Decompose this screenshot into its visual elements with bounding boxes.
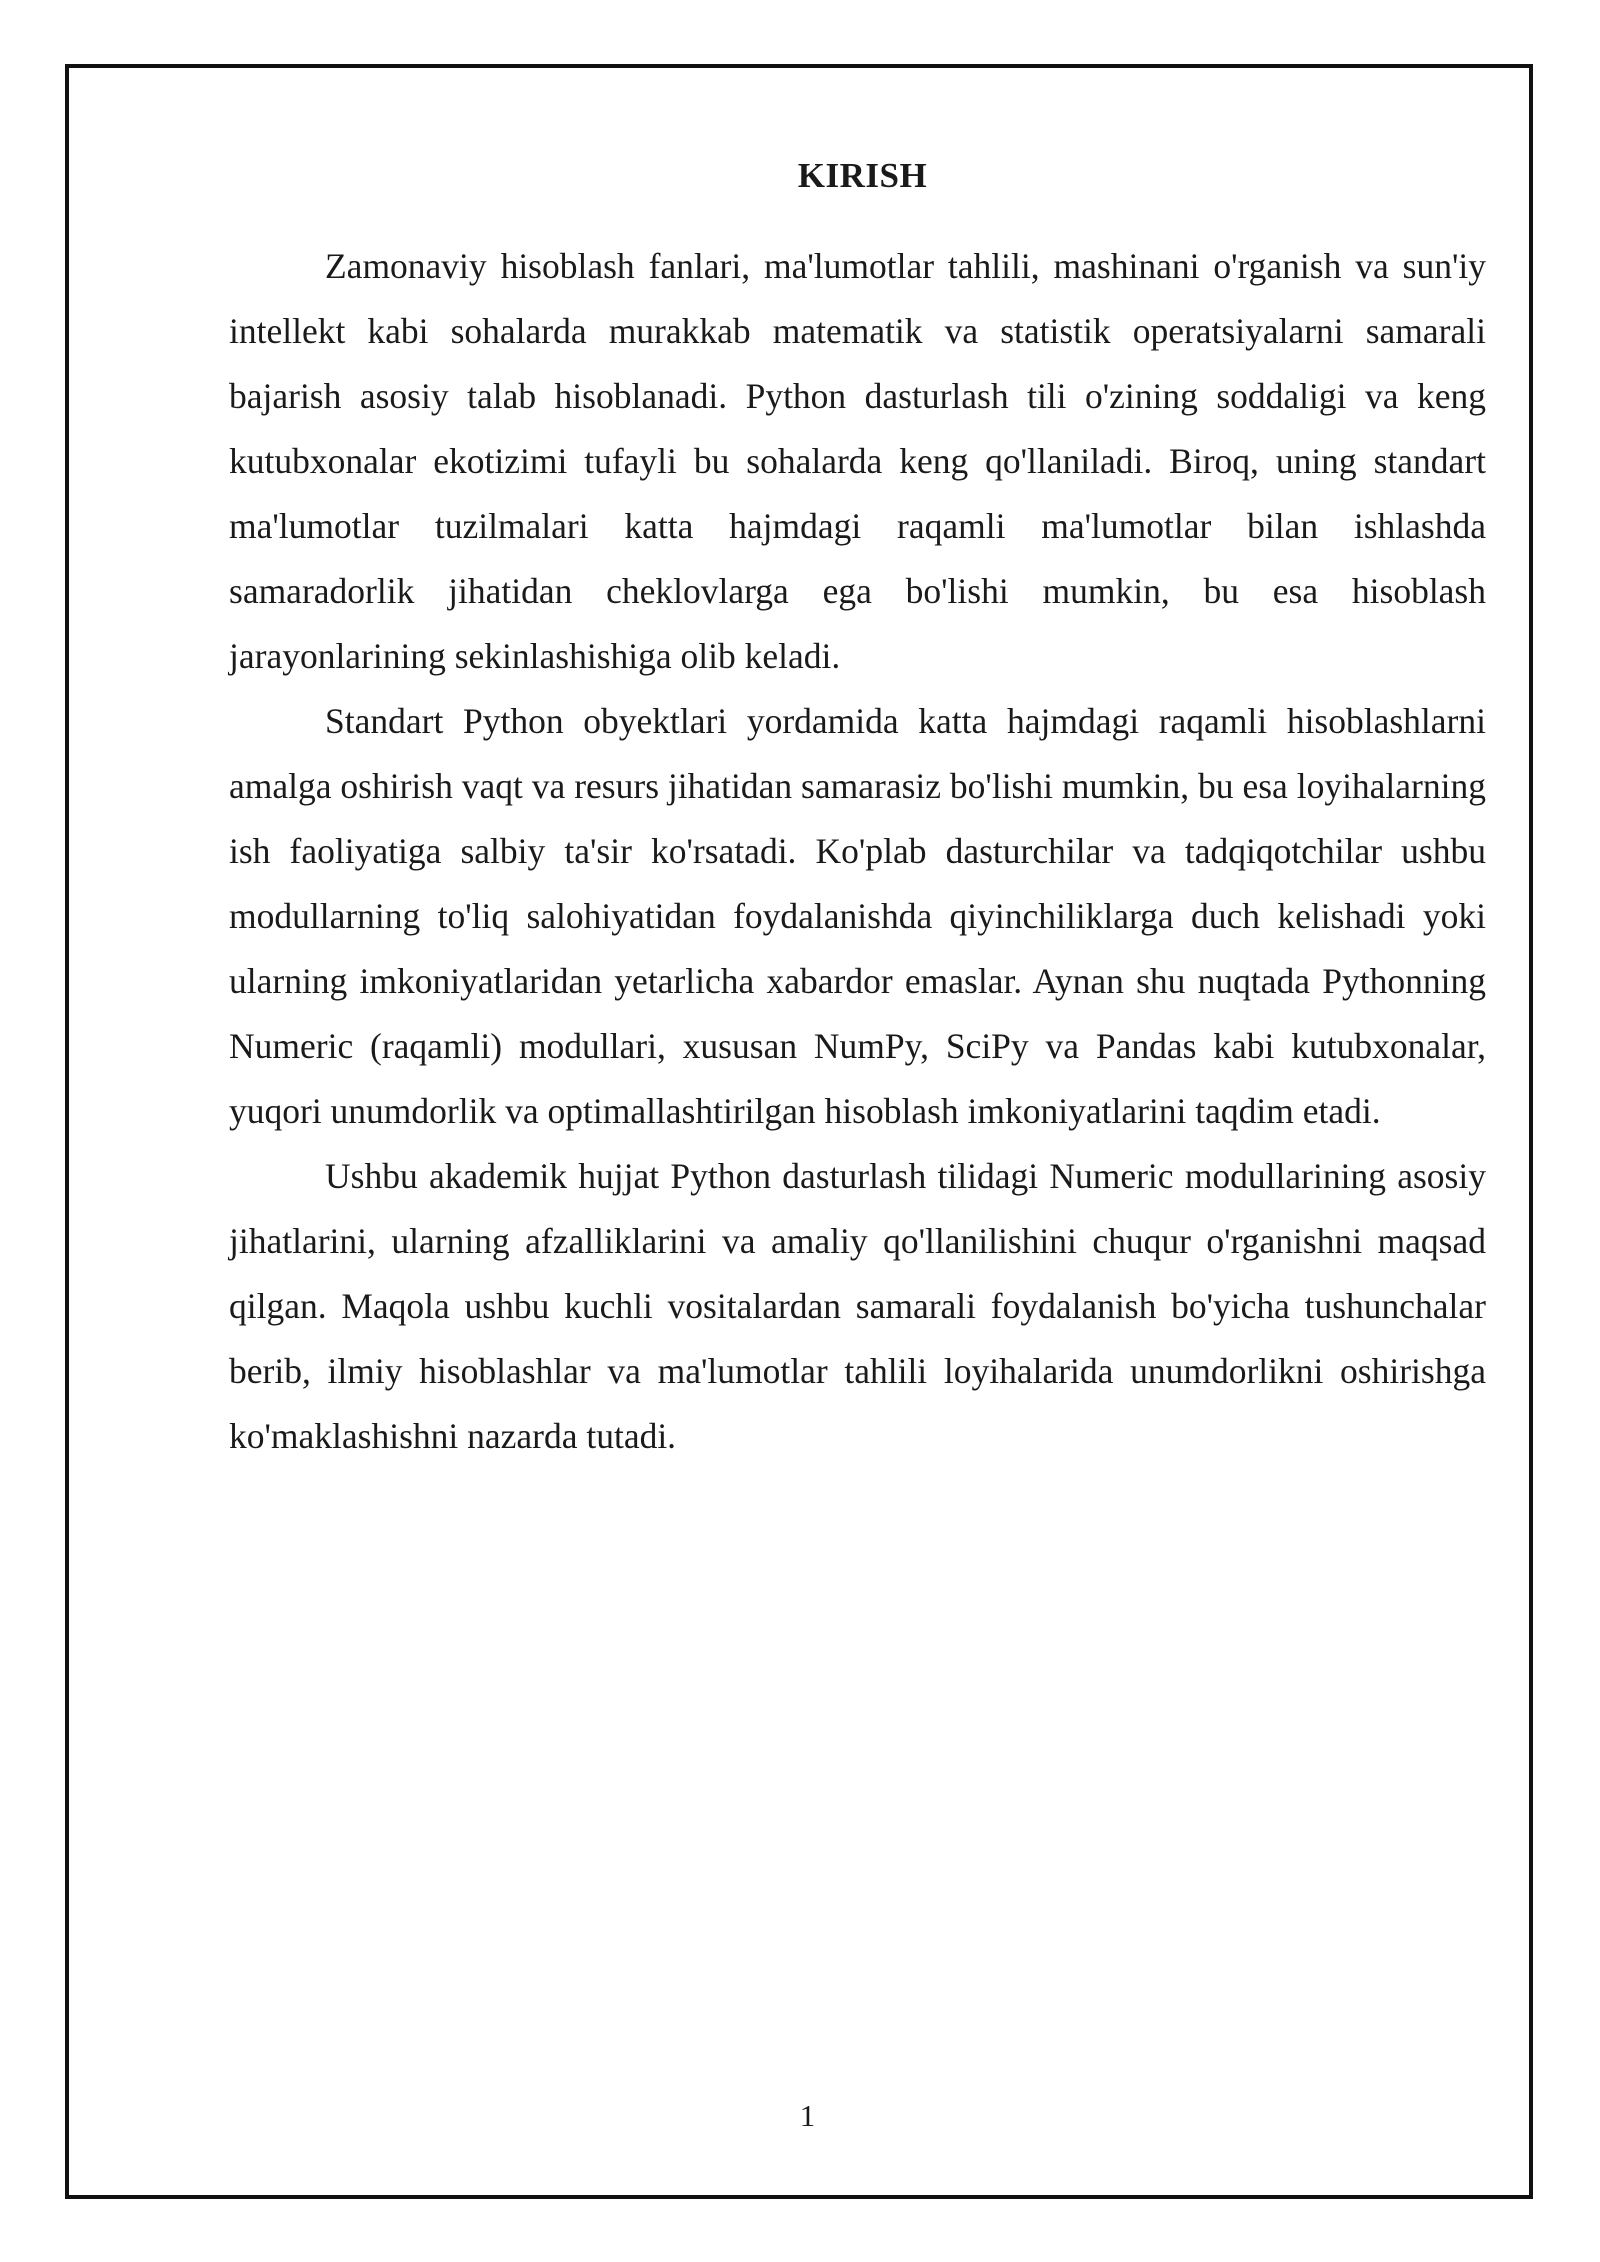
body-text	[229, 234, 1486, 1469]
paragraph-1: Zamonaviy hisoblash fanlari, ma'lumotlar tahlili, mashinani o'rganish va sun'iy intellekt kabi sohalarda murakkab matematik va statistik operatsiyalarni samarali bajarish asosiy talab hisoblanadi. Python dasturlash tili o'zining soddaligi va keng kutubxonalar ekotizimi tufayli bu sohalarda keng qo'llaniladi. Biroq, uning standart ma'lumotlar tuzilmalari katta hajmdagi raqamli ma'lumotlar bilan ishlashda samaradorlik jihatidan cheklovlarga ega bo'lishi mumkin, bu esa hisoblash jarayonlarining sekinlashishiga olib keladi.	[229, 246, 1486, 676]
paragraph-3: Ushbu akademik hujjat Python dasturlash tilidagi Numeric modullarining asosiy jihatlarini, ularning afzalliklarini va amaliy qo'llanilishini chuqur o'rganishni maqsad qilgan. Maqola ushbu kuchli vositalardan samarali foydalanish bo'yicha tushunchalar berib, ilmiy hisoblashlar va ma'lumotlar tahlili loyihalarida unumdorlikni oshirishga ko'maklashishni nazarda tutadi.	[229, 1156, 1486, 1456]
page-number: 1	[799, 2098, 816, 2133]
section-title: KIRISH	[797, 156, 928, 195]
page-content	[229, 148, 1486, 1469]
paragraph-2: Standart Python obyektlari yordamida katta hajmdagi raqamli hisoblashlarni amalga oshirish vaqt va resurs jihatidan samarasiz bo'lishi mumkin, bu esa loyihalarning ish faoliyatiga salbiy ta'sir ko'rsatadi. Ko'plab dasturchilar va tadqiqotchilar ushbu modullarning to'liq salohiyatidan foydalanishda qiyinchiliklarga duch kelishadi yoki ularning imkoniyatlaridan yetarlicha xabardor emaslar. Aynan shu nuqtada Pythonning Numeric (raqamli) modullari, xususan NumPy, SciPy va Pandas kabi kutubxonalar, yuqori unumdorlik va optimallashtirilgan hisoblash imkoniyatlarini taqdim etadi.	[229, 701, 1486, 1131]
